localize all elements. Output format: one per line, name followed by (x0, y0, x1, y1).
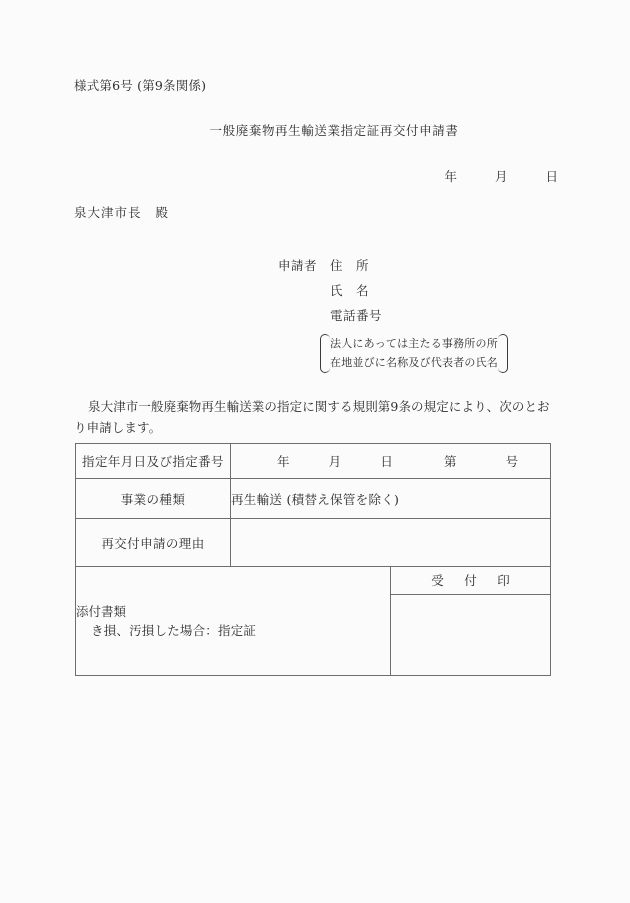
table-row (76, 444, 551, 479)
applicant-row-name (278, 281, 382, 306)
corporate-note-text (325, 333, 503, 374)
applicant-address-label: 住 所 (330, 258, 370, 273)
corporate-note-line-1: 法人にあっては主たる事務所の所 (330, 337, 498, 350)
application-table (75, 443, 551, 676)
addressee (74, 203, 168, 221)
attachments-detail: き損、汚損した場合：指定証 (91, 623, 257, 638)
business-type-value: 再生輸送 (積替え保管を除く) (231, 479, 551, 519)
applicant-phone-label: 電話番号 (330, 308, 383, 323)
submission-date-line (0, 167, 630, 185)
bracket-right-icon (503, 333, 512, 374)
attachments-heading: 添付書類 (76, 604, 127, 619)
designation-year-label: 年 (277, 454, 290, 469)
designation-number-prefix: 第 (443, 454, 457, 469)
applicant-label: 申請者 (278, 258, 318, 273)
receipt-stamp-area[interactable] (391, 595, 550, 675)
applicant-row-phone (278, 306, 382, 331)
corporate-note-line-2: 在地並びに名称及び代表者の氏名 (330, 356, 498, 369)
addressee-honorific: 殿 (155, 205, 169, 220)
page-title: 一般廃棄物再生輸送業指定証再交付申請書 (209, 123, 459, 138)
designation-date-number-value[interactable] (231, 444, 551, 479)
designation-month-label: 月 (328, 454, 342, 469)
designation-date-number-label: 指定年月日及び指定番号 (76, 444, 231, 479)
applicant-name-label: 氏 名 (330, 283, 370, 298)
date-year-label: 年 (444, 169, 458, 184)
receipt-stamp-label: 受 付 印 (391, 567, 550, 595)
attachments-cell (76, 567, 391, 676)
reissue-reason-input[interactable] (231, 519, 551, 567)
receipt-stamp-cell (391, 567, 551, 676)
table-row (76, 519, 551, 567)
reissue-reason-label: 再交付申請の理由 (76, 519, 231, 567)
bracket-left-icon (316, 333, 325, 374)
applicant-row-address (278, 256, 382, 281)
table-row (76, 567, 551, 676)
designation-day-label: 日 (380, 454, 394, 469)
designation-number-suffix: 号 (505, 454, 519, 469)
applicant-block (278, 256, 382, 331)
form-number: 様式第6号 (第9条関係) (74, 78, 207, 93)
business-type-label: 事業の種類 (76, 479, 231, 519)
date-month-label: 月 (495, 169, 508, 184)
addressee-name: 泉大津市長 (74, 205, 142, 220)
date-day-label: 日 (545, 169, 558, 184)
table-row (76, 479, 551, 519)
body-paragraph: 泉大津市一般廃棄物再生輸送業の指定に関する規則第9条の規定により、次のとおり申請します。 (74, 399, 550, 435)
corporate-note (316, 333, 512, 374)
